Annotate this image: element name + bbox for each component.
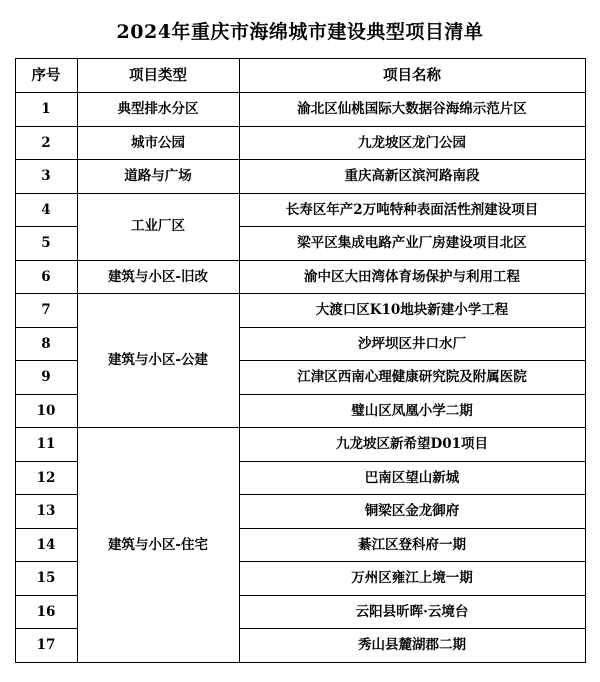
cell-project-name: 沙坪坝区井口水厂 [239, 327, 585, 361]
cell-project-name: 重庆高新区滨河路南段 [239, 160, 585, 194]
cell-project-type: 道路与广场 [77, 160, 239, 194]
cell-index: 4 [15, 193, 77, 227]
cell-project-name: 綦江区登科府一期 [239, 528, 585, 562]
cell-index: 15 [15, 562, 77, 596]
cell-index: 1 [15, 93, 77, 127]
table-row [15, 193, 585, 227]
table-row [15, 294, 585, 328]
table-row [15, 126, 585, 160]
project-list-table [15, 58, 586, 663]
cell-project-name: 九龙坡区龙门公园 [239, 126, 585, 160]
cell-project-name: 大渡口区K10地块新建小学工程 [239, 294, 585, 328]
cell-project-name: 九龙坡区新希望D01项目 [239, 428, 585, 462]
cell-index: 16 [15, 595, 77, 629]
column-header-index: 序号 [15, 59, 77, 93]
table-row [15, 260, 585, 294]
cell-project-type: 典型排水分区 [77, 93, 239, 127]
cell-index: 3 [15, 160, 77, 194]
cell-project-name: 巴南区望山新城 [239, 461, 585, 495]
cell-project-name: 云阳县昕晖·云境台 [239, 595, 585, 629]
cell-project-name: 铜梁区金龙御府 [239, 495, 585, 529]
cell-index: 5 [15, 227, 77, 261]
column-header-type: 项目类型 [77, 59, 239, 93]
column-header-name: 项目名称 [239, 59, 585, 93]
cell-index: 9 [15, 361, 77, 395]
cell-project-name: 秀山县麓湖郡二期 [239, 629, 585, 663]
cell-index: 14 [15, 528, 77, 562]
table-row [15, 93, 585, 127]
cell-project-name: 梁平区集成电路产业厂房建设项目北区 [239, 227, 585, 261]
cell-index: 13 [15, 495, 77, 529]
cell-index: 12 [15, 461, 77, 495]
cell-project-name: 璧山区凤凰小学二期 [239, 394, 585, 428]
table-header-row [15, 59, 585, 93]
cell-index: 2 [15, 126, 77, 160]
page-title: 2024年重庆市海绵城市建设典型项目清单 [116, 21, 484, 43]
cell-project-type: 工业厂区 [77, 193, 239, 260]
cell-index: 6 [15, 260, 77, 294]
table-header [15, 59, 585, 93]
cell-index: 11 [15, 428, 77, 462]
cell-index: 17 [15, 629, 77, 663]
cell-project-name: 江津区西南心理健康研究院及附属医院 [239, 361, 585, 395]
table-row [15, 428, 585, 462]
cell-index: 10 [15, 394, 77, 428]
cell-project-name: 渝中区大田湾体育场保护与利用工程 [239, 260, 585, 294]
cell-project-type: 建筑与小区-住宅 [77, 428, 239, 663]
table-row [15, 160, 585, 194]
cell-index: 7 [15, 294, 77, 328]
table-body [15, 93, 585, 663]
cell-project-type: 建筑与小区-公建 [77, 294, 239, 428]
cell-project-type: 建筑与小区-旧改 [77, 260, 239, 294]
cell-project-type: 城市公园 [77, 126, 239, 160]
cell-project-name: 渝北区仙桃国际大数据谷海绵示范片区 [239, 93, 585, 127]
cell-index: 8 [15, 327, 77, 361]
cell-project-name: 万州区雍江上境一期 [239, 562, 585, 596]
cell-project-name: 长寿区年产2万吨特种表面活性剂建设项目 [239, 193, 585, 227]
